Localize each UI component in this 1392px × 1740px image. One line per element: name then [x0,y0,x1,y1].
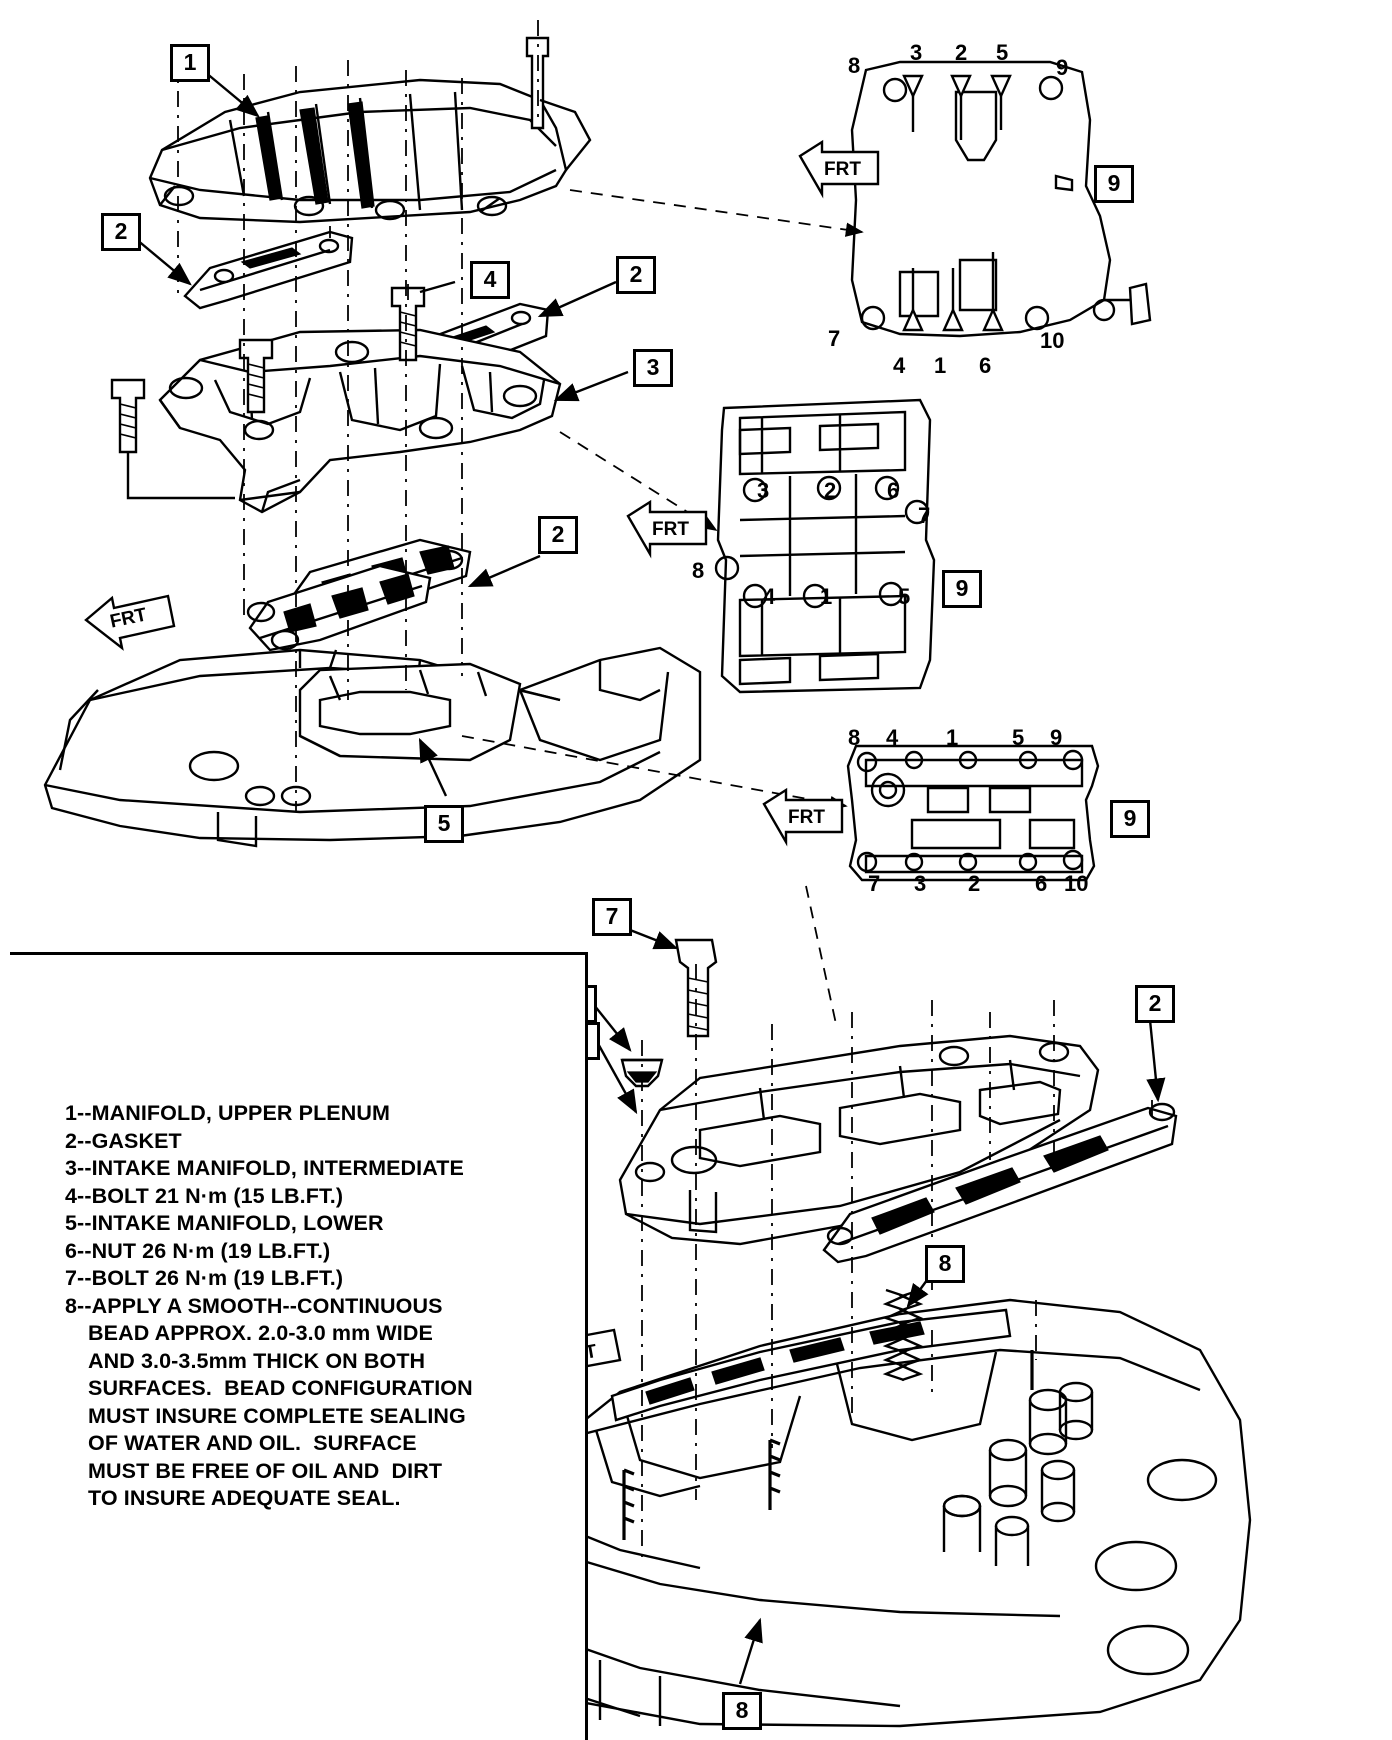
seq-num-plenum-5: 5 [996,40,1009,65]
legend-list [65,1100,565,1513]
legend-item-3: 3--INTAKE MANIFOLD, INTERMEDIATE [65,1156,464,1180]
seq-num-plenum-10: 10 [1040,328,1065,353]
callout-9-plenum-plan: 9 [1094,165,1134,203]
callout-5-upper: 5 [424,805,464,843]
legend-item-5: 5--INTAKE MANIFOLD, LOWER [65,1211,384,1235]
leader-2-mid [470,556,540,586]
callout-2-bottom: 2 [1135,985,1175,1023]
leader-lower-plan-down [806,886,836,1024]
seq-num-plenum-8: 8 [848,53,861,78]
seq-num-lower-1: 1 [946,725,959,750]
frt-label-lower: FRT [788,807,825,828]
lower-manifold-plan-view [848,746,1098,880]
legend-item-8-line-5: OF WATER AND OIL. SURFACE [88,1431,417,1455]
seq-num-plenum-1: 1 [934,353,947,378]
seq-num-lower-3: 3 [914,871,927,896]
legend-item-8-line-2: AND 3.0-3.5mm THICK ON BOTH [88,1348,426,1373]
seq-num-intermediate-1: 1 [820,584,833,609]
seq-num-intermediate-3: 3 [757,478,770,503]
legend-item-7: 7--BOLT 26 N·m (19 LB.FT.) [65,1266,344,1290]
upper-plenum-part [150,38,590,222]
legend-item-1: 1--MANIFOLD, UPPER PLENUM [65,1101,390,1125]
seq-num-intermediate-8: 8 [692,558,705,583]
intermediate-manifold-part [160,330,560,512]
legend-item-8-lead: 8--APPLY A SMOOTH--CONTINUOUS [65,1293,443,1318]
callout-4: 4 [470,261,510,299]
lower-gaskets [248,540,470,650]
leader-gasket-bottom [1150,1020,1158,1100]
callout-2-middle: 2 [538,516,578,554]
legend-item-6: 6--NUT 26 N·m (19 LB.FT.) [65,1238,331,1263]
seq-num-plenum-3: 3 [910,40,923,65]
seq-num-intermediate-2: 2 [824,478,837,503]
seq-num-intermediate-6: 6 [887,478,900,503]
seq-num-lower-5: 5 [1012,725,1025,750]
frt-label-block: FRT [108,604,149,633]
seq-num-intermediate-5: 5 [898,584,911,609]
callout-3: 3 [633,349,673,387]
callout-1: 1 [170,44,210,82]
seq-num-plenum-2: 2 [955,40,968,65]
engine-block-lower-manifold [45,648,700,846]
legend-item-8-line-4: MUST INSURE COMPLETE SEALING [88,1403,466,1428]
seq-num-plenum-6: 6 [979,353,992,378]
leader-2-right [540,282,616,316]
legend-item-8-line-1: BEAD APPROX. 2.0-3.0 mm WIDE [88,1321,433,1345]
seq-num-lower-2: 2 [968,871,981,896]
callout-8-upper: 8 [925,1245,965,1283]
legend-item-8-line-6: MUST BE FREE OF OIL AND DIRT [88,1458,443,1483]
seq-num-intermediate-7: 7 [918,503,931,528]
callout-7: 7 [592,898,632,936]
leader-plenum-plan [570,190,862,232]
seq-num-lower-9: 9 [1050,725,1063,750]
legend-item-4: 4--BOLT 21 N·m (15 LB.FT.) [65,1183,344,1208]
callout-8-bottom: 8 [722,1692,762,1730]
callout-2-upper-left: 2 [101,213,141,251]
frt-label-plenum: FRT [824,159,861,180]
callout-9-lower-plan: 9 [1110,800,1150,838]
seq-num-lower-8: 8 [848,725,861,750]
legend-item-8-line-3: SURFACES. BEAD CONFIGURATION [88,1376,473,1400]
seq-num-lower-10: 10 [1064,871,1089,896]
seq-num-lower-7: 7 [868,871,881,896]
leader-2-left [136,239,190,284]
seq-num-lower-6: 6 [1035,871,1048,896]
seq-num-plenum-9: 9 [1056,55,1069,80]
leader-3 [556,372,628,400]
legend-item-8-line-7: TO INSURE ADEQUATE SEAL. [88,1486,401,1510]
leader-7 [630,930,676,948]
seq-num-plenum-7: 7 [828,326,841,351]
seq-num-intermediate-4: 4 [763,584,776,609]
callout-2-upper-right: 2 [616,256,656,294]
seq-num-lower-4: 4 [886,725,899,750]
legend-panel [10,952,588,1740]
seq-num-plenum-4: 4 [893,353,906,378]
frt-label-intermediate: FRT [652,519,689,540]
intermediate-plan-view [716,400,934,692]
cylinder-head-assembly [536,1300,1250,1726]
callout-9-intermediate-plan: 9 [942,570,982,608]
legend-item-2: 2--GASKET [65,1128,182,1153]
